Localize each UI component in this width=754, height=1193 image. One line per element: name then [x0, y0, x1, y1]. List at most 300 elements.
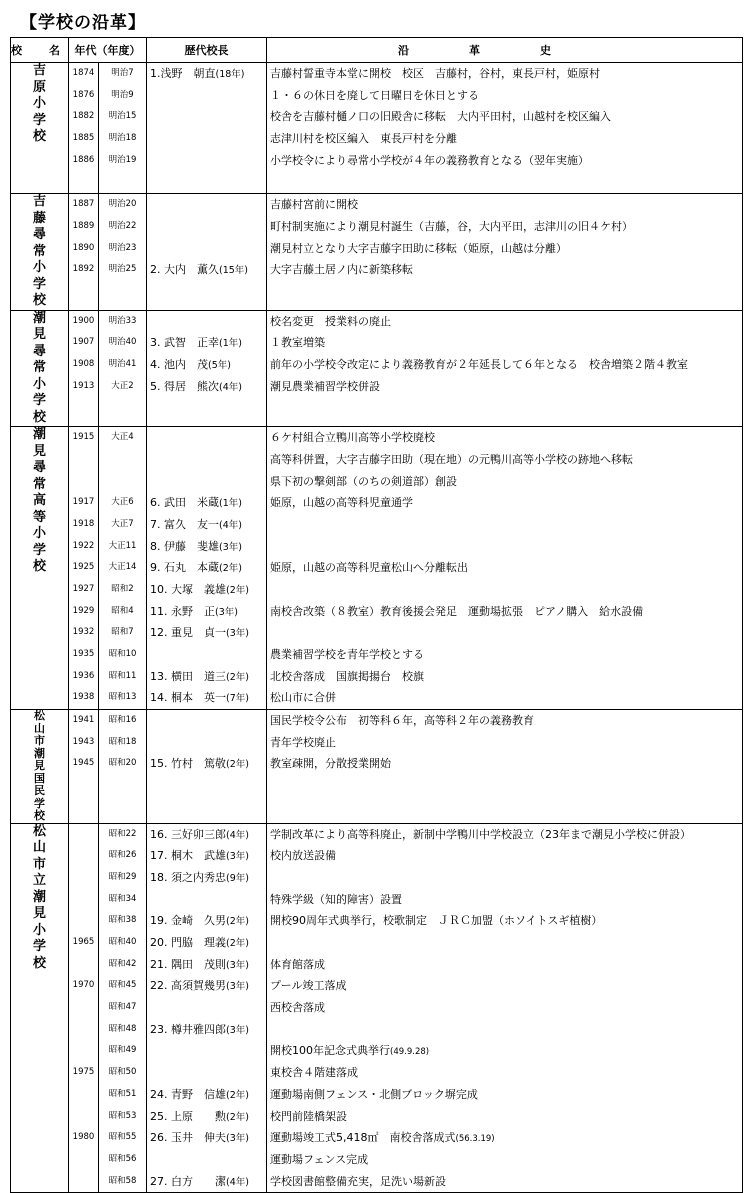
era-value: 昭和10 — [108, 649, 137, 659]
history-event — [267, 867, 742, 889]
year-value: 1922 — [72, 540, 95, 551]
principal-term: (3年) — [226, 959, 249, 971]
school-name: 松山市潮見国民学校 — [34, 709, 45, 823]
year-value: 1927 — [72, 583, 95, 594]
principal-name: 23. 樽井雅四郎 — [150, 1022, 226, 1036]
principal-entry — [147, 514, 266, 536]
era-column-cell — [99, 63, 147, 194]
principal-name: 27. 白方 潔 — [150, 1174, 226, 1188]
principal-name: 9. 石丸 本蔵 — [150, 561, 219, 575]
school-name-cell — [11, 310, 69, 427]
year-value: 1941 — [72, 715, 95, 726]
year-column-cell — [69, 63, 99, 194]
event-text: 校内放送設備 — [270, 849, 336, 863]
event-text: 開校100年記念式典挙行 — [270, 1044, 390, 1058]
principal-entry — [147, 1062, 266, 1084]
history-event — [267, 579, 742, 601]
era-value: 昭和13 — [108, 692, 137, 703]
principal-term: (15年) — [219, 265, 249, 277]
era-value: 明治7 — [111, 68, 134, 78]
school-period-row — [11, 63, 743, 194]
era-value: 昭和4 — [111, 605, 134, 616]
era-value: 大正14 — [108, 562, 137, 573]
school-name-cell — [11, 63, 69, 194]
year-value — [69, 1106, 98, 1128]
era-value: 昭和47 — [108, 1002, 137, 1013]
principal-entry — [147, 1019, 266, 1041]
era-value: 昭和7 — [111, 627, 134, 638]
history-event — [267, 427, 742, 449]
principal-term: (3年) — [226, 1133, 249, 1145]
event-text: 高等科併置，大字吉藤字田助（現在地）の元鴨川高等小学校の跡地へ移転 — [270, 452, 633, 466]
principal-entry — [147, 753, 266, 775]
era-value: 大正11 — [108, 540, 137, 551]
principal-name: 7. 富久 友一 — [150, 517, 219, 531]
year-value: 1917 — [72, 497, 95, 508]
principal-name: 19. 金崎 久男 — [150, 914, 226, 928]
era-value: 明治18 — [108, 133, 137, 144]
event-text: 東校舎４階建落成 — [270, 1066, 358, 1080]
header-history: 沿革史 — [267, 38, 743, 63]
era-column-cell — [99, 427, 147, 710]
year-value: 1938 — [72, 692, 95, 703]
principal-name: 10. 大塚 義雄 — [150, 582, 226, 596]
page-title: 【学校の沿革】 — [20, 13, 146, 33]
event-text: 開校90周年式典挙行，校歌制定 ＪＲＣ加盟（ホソイトスギ植樹） — [270, 914, 603, 928]
era-column-cell — [99, 194, 147, 311]
principal-term: (2年) — [226, 1089, 249, 1101]
principal-name: 14. 桐本 英一 — [150, 691, 226, 705]
year-value: 1980 — [72, 1132, 95, 1143]
principal-term: (2年) — [226, 584, 249, 596]
school-name: 潮見尋常小学校 — [33, 310, 47, 425]
year-value — [69, 910, 98, 932]
history-event — [267, 63, 742, 85]
year-value: 1913 — [72, 380, 95, 391]
principal-entry — [147, 557, 266, 579]
principal-term: (4年) — [226, 1176, 249, 1188]
era-value: 昭和34 — [108, 893, 137, 904]
history-event — [267, 753, 742, 775]
school-period-row — [11, 194, 743, 311]
year-value — [69, 845, 98, 867]
principal-entry — [147, 427, 266, 449]
header-school-name: 校 名 — [11, 38, 69, 63]
era-value: 明治25 — [108, 264, 137, 275]
principal-entry — [147, 710, 266, 732]
history-event — [267, 128, 742, 150]
school-name: 吉藤尋常小学校 — [33, 194, 47, 309]
history-event — [267, 1171, 742, 1193]
principal-entry — [147, 1149, 266, 1171]
table-header-row — [11, 38, 743, 63]
history-event — [267, 732, 742, 754]
principal-entry — [147, 932, 266, 954]
era-value — [99, 471, 146, 493]
event-text: 校舎を吉藤村樋ノ口の旧殿舎に移転 大内平田村，山越村を校区編入 — [270, 110, 611, 124]
year-value — [69, 1171, 98, 1193]
principal-entry — [147, 975, 266, 997]
history-event — [267, 845, 742, 867]
era-value: 大正4 — [111, 432, 134, 443]
event-text: 体育館落成 — [270, 957, 325, 971]
history-event — [267, 889, 742, 911]
year-value: 1932 — [72, 627, 95, 638]
principal-entry — [147, 471, 266, 493]
school-period-row — [11, 710, 743, 824]
history-event — [267, 492, 742, 514]
history-event — [267, 1106, 742, 1128]
history-event — [267, 106, 742, 128]
year-value: 1876 — [72, 89, 95, 100]
school-period-row — [11, 427, 743, 710]
era-value: 明治19 — [108, 154, 137, 165]
year-value — [69, 1040, 98, 1062]
era-value: 明治15 — [108, 111, 137, 122]
year-value: 1943 — [72, 736, 95, 747]
era-value: 明治33 — [108, 315, 137, 326]
era-value: 明治40 — [108, 337, 137, 348]
history-event — [267, 194, 742, 216]
principal-entry — [147, 1127, 266, 1149]
year-value: 1889 — [72, 220, 95, 231]
principal-name: 26. 玉井 伸夫 — [150, 1131, 226, 1145]
event-column-cell — [267, 427, 743, 710]
principal-entry — [147, 910, 266, 932]
principal-term: (7年) — [226, 693, 249, 705]
history-event — [267, 238, 742, 260]
principal-entry — [147, 1084, 266, 1106]
era-value: 明治41 — [108, 359, 137, 369]
principal-entry — [147, 128, 266, 150]
event-text: 潮見村立となり大字吉藤字田助に移転（姫原，山越は分離） — [270, 241, 567, 255]
year-value — [69, 867, 98, 889]
era-value: 昭和18 — [108, 736, 137, 747]
principal-term: (2年) — [226, 916, 249, 928]
era-value — [99, 171, 146, 193]
principal-term: (18年) — [215, 69, 245, 80]
principal-entry — [147, 332, 266, 354]
principal-entry — [147, 687, 266, 709]
principal-entry — [147, 644, 266, 666]
era-value: 昭和53 — [108, 1110, 137, 1121]
year-value: 1887 — [72, 199, 95, 210]
year-value: 1918 — [72, 518, 95, 529]
era-value: 昭和58 — [108, 1175, 137, 1186]
school-name-cell — [11, 194, 69, 311]
event-date-note: (56.3.19) — [455, 1134, 495, 1145]
school-name: 潮見尋常高等小学校 — [33, 427, 47, 575]
principal-entry — [147, 311, 266, 333]
history-event — [267, 954, 742, 976]
history-event — [267, 687, 742, 709]
principal-entry — [147, 954, 266, 976]
history-body — [11, 63, 743, 1193]
year-value: 1892 — [72, 264, 95, 275]
era-value: 昭和26 — [108, 850, 137, 861]
principal-term: (2年) — [226, 671, 249, 683]
principal-entry — [147, 1171, 266, 1193]
event-text: 校門前陸橋架設 — [270, 1109, 347, 1123]
principal-term: (3年) — [226, 1024, 249, 1036]
history-event — [267, 171, 742, 193]
principal-term: (3年) — [226, 851, 249, 863]
year-value — [69, 824, 98, 846]
event-column-cell — [267, 194, 743, 311]
event-text: 姫原，山越の高等科児童通学 — [270, 496, 413, 510]
year-value: 1915 — [72, 432, 95, 443]
era-value: 明治23 — [108, 242, 137, 253]
school-name: 吉原小学校 — [33, 63, 47, 144]
event-text: 農業補習学校を青年学校とする — [270, 648, 424, 661]
era-value: 昭和49 — [108, 1045, 137, 1056]
history-event — [267, 85, 742, 107]
principal-entry — [147, 216, 266, 238]
principal-term: (3年) — [226, 981, 249, 993]
year-value: 1929 — [72, 605, 95, 616]
history-event — [267, 514, 742, 536]
principal-entry — [147, 579, 266, 601]
history-event — [267, 666, 742, 688]
principal-entry — [147, 63, 266, 85]
era-value: 昭和40 — [108, 937, 137, 947]
year-value — [69, 1084, 98, 1106]
school-name-cell — [11, 710, 69, 824]
principal-term: (2年) — [226, 938, 249, 949]
event-text: プール竣工落成 — [270, 979, 347, 993]
event-column-cell — [267, 310, 743, 427]
principal-term: (1年) — [219, 498, 242, 510]
era-value: 昭和16 — [108, 715, 137, 726]
principal-column-cell — [147, 194, 267, 311]
era-value: 大正7 — [111, 518, 134, 529]
era-value: 昭和2 — [111, 583, 134, 594]
principal-name: 13. 横田 道三 — [150, 669, 226, 683]
event-text: 教室疎開，分散授業開始 — [270, 757, 391, 771]
principal-term: (4年) — [226, 829, 249, 841]
principal-entry — [147, 845, 266, 867]
year-value: 1874 — [72, 68, 95, 78]
event-text: 学制改革により高等科廃止，新制中学鴨川中学校設立（23年まで潮見小学校に併設） — [270, 827, 691, 841]
history-event — [267, 1149, 742, 1171]
principal-name: 25. 上原 勲 — [150, 1109, 226, 1123]
event-text: 国民学校令公布 初等科６年，高等科２年の義務教育 — [270, 714, 534, 728]
history-event — [267, 932, 742, 954]
principal-column-cell — [147, 710, 267, 824]
principal-column-cell — [147, 310, 267, 427]
era-value: 明治20 — [108, 199, 137, 210]
event-text: 青年学校廃止 — [270, 735, 336, 749]
principal-entry — [147, 106, 266, 128]
principal-name: 5. 得居 熊次 — [150, 379, 219, 393]
event-text: 特殊学級（知的障害）設置 — [270, 892, 402, 906]
principal-name: 16. 三好卯三郎 — [150, 827, 226, 841]
history-event — [267, 910, 742, 932]
year-value: 1945 — [72, 758, 95, 769]
event-text: 小学校令により尋常小学校が４年の義務教育となる（翌年実施） — [270, 153, 589, 167]
event-text: 吉藤村誓重寺本堂に開校 校区 吉藤村，谷村，東長戸村，姫原村 — [270, 67, 600, 80]
principal-name: 20. 門脇 理義 — [150, 936, 226, 949]
event-text: 前年の小学校令改定により義務教育が２年延長して６年となる 校舎増築２階４教室 — [270, 358, 688, 371]
history-table — [10, 37, 743, 1193]
history-event — [267, 1019, 742, 1041]
year-value: 1907 — [72, 337, 95, 348]
event-text: １・６の休日を廃して日曜日を休日とする — [270, 88, 479, 102]
principal-entry — [147, 449, 266, 471]
principal-entry — [147, 997, 266, 1019]
year-value: 1925 — [72, 562, 95, 573]
history-event — [267, 150, 742, 172]
principal-name: 15. 竹村 篤敬 — [150, 757, 226, 771]
history-event — [267, 311, 742, 333]
principal-entry — [147, 85, 266, 107]
era-value: 昭和50 — [108, 1067, 137, 1078]
principal-entry — [147, 666, 266, 688]
event-column-cell — [267, 823, 743, 1193]
event-text: 南校舎改築（８教室）教育後援会発足 運動場拡張 ピアノ購入 給水設備 — [270, 604, 644, 618]
principal-term: (2年) — [226, 759, 249, 771]
principal-entry — [147, 259, 266, 281]
year-column-cell — [69, 310, 99, 427]
event-text: 運動場竣工式5,418㎡ 南校舎落成式 — [270, 1131, 456, 1145]
principal-entry — [147, 1040, 266, 1062]
school-name-cell — [11, 823, 69, 1193]
school-name-cell — [11, 427, 69, 710]
principal-entry — [147, 867, 266, 889]
principal-name: 12. 重見 貞一 — [150, 626, 226, 640]
principal-entry — [147, 536, 266, 558]
history-event — [267, 471, 742, 493]
year-value — [69, 1019, 98, 1041]
history-event — [267, 601, 742, 623]
history-event — [267, 824, 742, 846]
year-value: 1970 — [72, 980, 95, 991]
era-value: 昭和22 — [108, 828, 137, 839]
era-value: 大正6 — [111, 497, 134, 508]
principal-entry — [147, 194, 266, 216]
history-event — [267, 1062, 742, 1084]
principal-name: 8. 伊藤 斐雄 — [150, 539, 219, 553]
principal-term: (3年) — [219, 541, 242, 553]
event-text: 潮見農業補習学校併設 — [270, 379, 380, 393]
event-text: 学校図書館整備充実，足洗い場新設 — [270, 1174, 446, 1188]
era-value: 昭和20 — [108, 758, 137, 769]
era-value: 明治9 — [111, 89, 134, 100]
era-value: 昭和38 — [108, 915, 137, 926]
year-value: 1935 — [72, 649, 95, 659]
history-event — [267, 354, 742, 376]
era-column-cell — [99, 710, 147, 824]
principal-column-cell — [147, 63, 267, 194]
year-value: 1965 — [72, 937, 95, 947]
history-event — [267, 1084, 742, 1106]
history-event — [267, 644, 742, 666]
principal-name: 1.浅野 朝直 — [150, 67, 216, 80]
principal-column-cell — [147, 427, 267, 710]
year-value — [69, 471, 98, 493]
history-event — [267, 376, 742, 398]
era-value: 昭和45 — [108, 980, 137, 991]
year-value — [69, 171, 98, 193]
history-event — [267, 259, 742, 281]
principal-entry — [147, 824, 266, 846]
history-event — [267, 710, 742, 732]
principal-name: 18. 須之内秀忠 — [150, 870, 226, 884]
event-column-cell — [267, 710, 743, 824]
history-event — [267, 332, 742, 354]
principal-name: 2. 大内 薫久 — [150, 263, 219, 277]
principal-name: 22. 高須賀幾男 — [150, 979, 226, 993]
school-period-row — [11, 310, 743, 427]
era-value: 昭和55 — [108, 1132, 137, 1143]
event-text: 北校舎落成 国旗掲揚台 校旗 — [270, 669, 424, 683]
principal-entry — [147, 492, 266, 514]
history-event — [267, 1127, 742, 1149]
principal-entry — [147, 1106, 266, 1128]
era-value — [99, 449, 146, 471]
year-column-cell — [69, 710, 99, 824]
year-value: 1908 — [72, 359, 95, 369]
principal-term: (2年) — [226, 1111, 249, 1123]
era-column-cell — [99, 823, 147, 1193]
year-value — [69, 997, 98, 1019]
year-value: 1900 — [72, 315, 95, 326]
year-value — [69, 889, 98, 911]
year-value — [69, 954, 98, 976]
era-value: 昭和51 — [108, 1088, 137, 1099]
year-column-cell — [69, 427, 99, 710]
year-value — [69, 1149, 98, 1171]
year-value — [69, 449, 98, 471]
principal-entry — [147, 376, 266, 398]
event-text: 松山市に合併 — [270, 691, 336, 705]
era-value: 昭和56 — [108, 1153, 137, 1164]
era-value: 昭和48 — [108, 1023, 137, 1034]
history-event — [267, 1040, 742, 1062]
history-event — [267, 216, 742, 238]
event-text: ６ケ村組合立鴨川高等小学校廃校 — [270, 431, 435, 445]
event-text: 大字吉藤土居ノ内に新築移転 — [270, 263, 413, 277]
principal-name: 11. 永野 正 — [150, 604, 215, 618]
event-text: 校名変更 授業料の廃止 — [270, 314, 391, 328]
year-column-cell — [69, 194, 99, 311]
year-value: 1882 — [72, 111, 95, 122]
era-value: 昭和42 — [108, 958, 137, 969]
principal-name: 4. 池内 茂 — [150, 358, 208, 371]
year-value: 1975 — [72, 1067, 95, 1078]
principal-entry — [147, 889, 266, 911]
event-text: 運動場フェンス完成 — [270, 1152, 369, 1166]
school-period-row — [11, 823, 743, 1193]
school-name: 松山市立潮見小学校 — [33, 823, 47, 971]
event-text: 姫原，山越の高等科児童松山へ分離転出 — [270, 561, 468, 575]
principal-entry — [147, 150, 266, 172]
year-value: 1885 — [72, 133, 95, 144]
principal-name: 21. 隅田 茂則 — [150, 957, 226, 971]
history-event — [267, 449, 742, 471]
year-value: 1890 — [72, 242, 95, 253]
event-text: 吉藤村宮前に開校 — [270, 198, 358, 212]
principal-entry — [147, 354, 266, 376]
principal-entry — [147, 732, 266, 754]
principal-entry — [147, 171, 266, 193]
header-principals: 歴代校長 — [147, 38, 267, 63]
principal-term: (9年) — [226, 872, 249, 884]
principal-term: (3年) — [226, 628, 249, 640]
year-column-cell — [69, 823, 99, 1193]
history-event — [267, 536, 742, 558]
principal-name: 3. 武智 正幸 — [150, 336, 219, 350]
